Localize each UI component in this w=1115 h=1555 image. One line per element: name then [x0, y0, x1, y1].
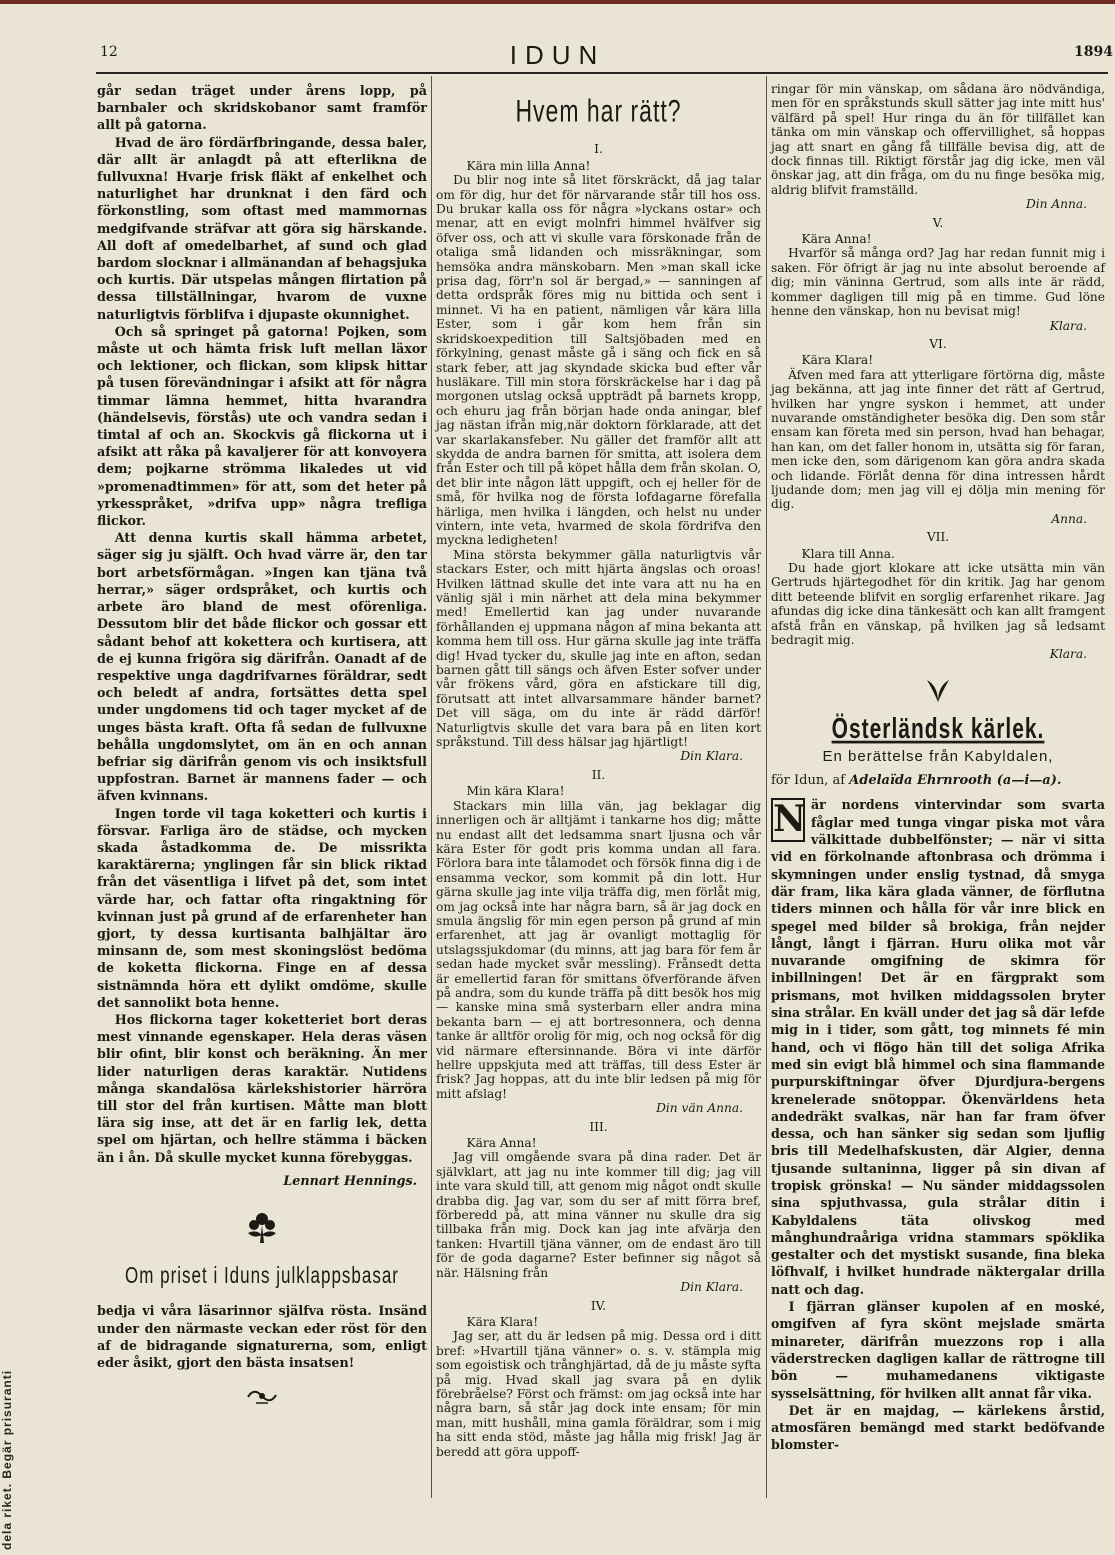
article-signature: Lennart Hennings. [283, 1172, 417, 1188]
letter-signature: Din Klara. [680, 1280, 743, 1295]
notice-text: bedja vi våra läsarinnor själfva rösta. Insänd under den närmaste veckan eder röst för den af de bidragande signaturerna, som, enligt eder åsikt, gjort den bästa insatsen! [97, 1303, 427, 1371]
binding-margin [0, 10, 18, 1550]
story-title: Österländsk kärlek. [831, 713, 1045, 746]
letter-body: Hvarför så många ord? Jag har redan funnit mig i saken. För öfrigt är jag nu inte absolut beroende af dig; min väninna Gertrud, som alls inte är rädd, kommer dagligen till mig på en timme. Gud löne henne den vänskap, hon nu bevisat mig! [771, 246, 1105, 319]
letter-salutation: Kära Klara! [801, 353, 874, 368]
article-paragraph: Hvad de äro fördärfbringande, dessa baler, där allt är anlagdt på att efterlikna de fullvuxna! Hvarje frisk fläkt af enkelhet och naturlighet har drunknat i den färd och förkonstling, som oftast med mammornas medgifvande sträfvar att göra sig härskande. All doft af omedelbarhet, af sund och glad bardom slocknar i allmänandan af behagsjuka och kurtis. Där utspelas mången flirtation på dessa tillställningar, hvarom de vuxne naturligtvis förblifva i djupaste okunnighet. [97, 134, 427, 322]
masthead: IDUN [509, 40, 606, 70]
letter-salutation: Kära Klara! [466, 1314, 539, 1329]
header-rule [96, 72, 1108, 74]
letter-signature: Din Anna. [1025, 197, 1087, 212]
article-paragraph: Ingen torde vil taga koketteri och kurtis i försvar. Farliga äro de städse, och mycken skada åstadkomma de. De missrikta karaktärerna; ynglingen får sin blick riktad från det väsentliga i lifvet på det, som intet värde har, och fattar ofta ringaktning för kvinnan just på grund af de erfarenheter han gjort, ty dessa kurtisanta balhjältar äro minsann de, som mest skoningslöst bedöma de koketta flickorna. Finge en af dessa sistnämnda höra ett dylikt omdöme, skulle det sannolikt bota henne. [97, 805, 427, 1010]
byline-author: Adelaïda Ehrnrooth (a—i—a). [849, 773, 1062, 789]
story-paragraph: Det är en majdag, — kärlekens årstid, atmosfären bemängd med starkt bedöfvande blomster- [771, 1402, 1105, 1453]
letter-salutation: Kära Anna! [466, 1136, 537, 1151]
letter-body: Äfven med fara att ytterligare förtörna dig, måste jag bekänna, att jag inte finner det rätt af Gertrud, hvilken har yngre syskon i hemmet, att under nuvarande omständigheter besöka dig. Den som står ensam kan företa med sin person, hvad han behagar, han kan, om det faller honom in, utsätta sig för faran, men icke den, som därigenom kan göra andra skada och lidande. Förlåt denna för dina intressen hårdt ljudande dom; men jag vill ej dölja min mening för dig. [771, 367, 1105, 512]
leaf-ornament-icon [771, 676, 1105, 709]
scroll-ornament-icon [97, 1385, 427, 1411]
story-subtitle: En berättelse från Kabyldalen, [822, 747, 1054, 765]
letter-signature: Din Klara. [680, 749, 743, 764]
letter-signature: Din vän Anna. [656, 1101, 743, 1116]
letter-salutation: Kära Anna! [801, 232, 872, 247]
letter-numeral: II. [591, 767, 606, 782]
top-edge [0, 0, 1115, 4]
page-number: 12 [100, 44, 118, 60]
story-byline [771, 774, 1105, 788]
letter-body: Du blir nog inte så litet förskräckt, då jag talar om för dig, hur det för närvarande står till hos oss. Du brukar kalla oss för några »lyckans ostar» och menar, att en evigt molnfri himmel hvälfver sig öfver oss, och att vi skulle vara förskonade från de otaliga små lidanden och missräkningar, som hemsöka andra mänskobarn. Men »man skall icke prisa dag, förr'n sol är bergad,» — sanningen af detta ordspråk föres mig nu bittida och sent i minnet. Vi ha en patient, nämligen vår kära lilla Ester, som i går kom hem från sin skridskoexpedition till Saltsjöbaden med en förkylning, genast måste gå i säng och fick en så stark feber, att jag skyndade skicka bud efter vår husläkare. Till min stora förskräckelse har i dag på morgonen utslag också uppträdt på barnets kropp, och ehuru jag från början hade onda aningar, blef jag nästan ifrån mig,när doktorn förklarade, att det var skarlakansfeber. Nu gäller det framför allt att skydda de andra barnen för smitta, att isolera dem från Ester och till på köpet hålla dem från skolan. O, det blir inte någon lätt uppgift, och ej heller för de små, för hvilka nog de första lofdagarne förefalla härliga, men hvilka i längden, och helst nu under vintern, inte veta, hvarmed de skola fördrifva den myckna ledigheten! [436, 173, 761, 548]
story-paragraph: I fjärran glänser kupolen af en moské, omgifven af fyra skönt mejslade smärta minareter, därifrån muezzons rop i alla väderstrecken dagligen kallar de rättrogne till bön — muhamedanens viktigaste sysselsättning, för hvilken allt annat får vika. [771, 1299, 1105, 1401]
letter-signature: Anna. [1051, 511, 1087, 526]
story-body [771, 796, 1105, 1453]
letter-body: Stackars min lilla vän, jag beklagar dig innerligen och är alltjämt i tankarne hos dig; måtte nu endast allt det ledsamma snart ljusna och vår kära Ester för godt pris komma undan all fara. Förlora bara inte tålamodet och försök finna dig i de ensamma veckor, som kommit på din lott. Hur gärna skulle jag inte vilja träffa dig, men förlåt mig, om jag också inte har några barn, så är jag dock en smula ängslig för min egen person på grund af min erfarenhet, att jag är ovanligt mottaglig för utslagssjukdomar (du minns, att jag bara för fem år sedan hade mycket svår messling). Frånsedt detta är emellertid faran för smittans öfverförande äfven på andra, som du kunde träffa på ditt besök hos mig — kanske mina små systerbarn eller andra mina bekanta barn — ej att bortresonnera, och denna tanke är alltför orolig för mig, och nog också för dig vid närmare eftersinnande. Böra vi inte därför hellre uppskjuta med att träffas, till dess Ester är frisk? Jag hoppas, att du inte blir ledsen på mig för mitt afslag! [436, 798, 761, 1101]
letter-signature: Klara. [1049, 318, 1087, 333]
article-paragraph: Hos flickorna tager koketteriet bort deras mest vinnande egenskaper. Hela deras väsen blir ofint, blir konst och beräkning. Än mer lider naturligen deras karaktär. Nutidens många skandalösa kärlekshistorier härröra till stor del från kurtisen. Måtte man blott lära sig inse, att det är en farlig lek, detta spel om hjärtan, och hellre stämma i bäcken än i ån. Då skulle mycket kunna förebyggas. [97, 1011, 427, 1165]
letter-numeral: VII. [926, 530, 950, 545]
byline-prefix: för Idun, af [771, 773, 846, 789]
letter-salutation: Klara till Anna. [801, 546, 895, 561]
column-2 [436, 82, 761, 1459]
letter-body: Jag vill omgående svara på dina rader. Det är självklart, att jag nu inte kommer till dig; jag vill inte vara skuld till, att genom mig något ondt skulle drabba dig. Jag var, som du ser af mitt förra bref, förberedd på, att mina vänner nu skulle dra sig tillbaka från mig. Dock kan jag inte afvärja den tanken: Hvartill tjäna vänner, om de endast äro till för de goda dagarne? Ester befinner sig något så när. Hälsning från [436, 1150, 761, 1280]
letter-numeral: I. [594, 142, 603, 157]
letter-signature: Klara. [1049, 647, 1087, 662]
letter-numeral: III. [589, 1119, 608, 1134]
story-paragraph [771, 796, 1105, 1298]
letter-salutation: Min kära Klara! [466, 784, 565, 799]
letter-numeral: IV. [590, 1298, 607, 1313]
notice-title: Om priset i Iduns julklappsbasar [125, 1262, 399, 1289]
article-paragraph: går sedan träget under årens lopp, på barnbaler och skridskobanor samt framför allt på gatorna. [97, 83, 427, 133]
letter-body: Du hade gjort klokare att icke utsätta min vän Gertruds hjärtegodhet för din kritik. Jag har genom ditt beteende blifvit en sorglig erfarenhet rikare. Jag afundas dig icke dina tänkesätt och kan allt framgent afstå från en vänskap, på hvilken jag så ledsamt bedragit mig. [771, 561, 1105, 648]
column-divider-1 [431, 76, 432, 1498]
flower-ornament-icon [97, 1203, 427, 1251]
letter-salutation: Kära min lilla Anna! [466, 158, 591, 173]
letter-numeral: V. [932, 215, 944, 230]
column-3 [771, 82, 1105, 1454]
article-paragraph: Att denna kurtis skall hämma arbetet, säger sig ju själft. Och hvad värre är, den tar bort arbetsförmågan. »Ingen kan tjäna två herrar,» säger ordspråket, och kurtis och arbete äro bland de mest oförenliga. Dessutom blir det både flickor och gossar ett sådant behof att kokettera och kurtisera, att de ej kunna frigöra sig därifrån. Oanadt af de respektive unga dagdrifvarnes föräldrar, sedt och beledt af andra, fortsättes detta spel under ungdomens tid och tager mycket af de unges bästa kraft. Ofta få sedan de fullvuxne behålla ungdomslytet, om än en och annan befriar sig därifrån genom vis och insiktsfull uppfostran. Barnet är mannens fader — och äfven kvinnans. [97, 530, 427, 804]
margin-advert-text: dela riket. Begär prisuranti [0, 1369, 14, 1550]
letters-title: Hvem har rätt? [515, 93, 682, 129]
letter-body: Mina största bekymmer gälla naturligtvis vår stackars Ester, och mitt hjärta ängslas och oroas! Hvilken lättnad skulle det inte vara att nu ha en vänlig själ i min närhet att dela mina bekymmer med! Emellertid kan jag under nuvarande förhållanden ej uppmana någon af mina bekanta att komma hem till oss. Hur gärna skulle jag inte träffa dig! Hvad tycker du, skulle jag inte en afton, sedan barnen gått till sängs och äfven Ester sofver under vår frökens vård, göra en afstickare till dig, förutsatt att intet allvarsammare händer barnet? Det vill säga, om du inte är rädd därför! Naturligtvis skulle det vara bara på en liten kort språkstund. Till dess hälsar jag hjärtligt! [436, 547, 761, 750]
column-divider-2 [766, 76, 767, 1498]
drop-cap: N [773, 798, 806, 841]
column-1 [97, 82, 427, 1425]
letter-body: ringar för min vänskap, om sådana äro nödvändiga, men för en språkstunds skull sätter jag inte mitt hus' välfärd på spel! Hur ringa du än för tillfället kan tänka om min vänskap och offervillighet, så hoppas jag att snart en gång få tillfälle bevisa dig, att de dock finnas till. Riktigt förstår jag dig icke, men väl önskar jag, att din fråga, om du nu finge besöka mig, aldrig blifvit framställd. [771, 82, 1105, 197]
page-year: 1894 [1074, 44, 1113, 60]
letter-numeral: VI. [929, 336, 947, 351]
article-paragraph: Och så springet på gatorna! Pojken, som måste ut och hämta frisk luft mellan läxor och lektioner, och flickan, som klipsk hittar på tusen förevändningar i afsikt att för några timmar lämna hemmet, hitta hvarandra (händelsevis, förstås) ute och vandra sedan i timtal af och an. Skockvis gå flickorna ut i afsikt att råka på kavaljerer för att konvoyera dem; pojkarne strömma likaledes ut vid »promenadtimmen» för att, som det heter på yrkesspråket, »drifva upp» några trefliga flickor. [97, 323, 427, 529]
letter-body: Jag ser, att du är ledsen på mig. Dessa ord i ditt bref: »Hvartill tjäna vänner» o. s. v. stämpla mig som egoistisk och trånghjärtad, då de ju måste syfta på mig. Hvad skall jag svara på en dylik förebråelse? Först och främst: om jag också inte har några barn, så står jag dock inte ensam; för min man, mitt hushåll, mina gamla föräldrar, som i mig ha sitt enda stöd, måste jag hålla mig frisk! Jag är beredd att göra uppoff- [436, 1329, 761, 1459]
story-first-text: är nordens vintervindar som svarta fåglar med tunga vingar piska mot våra välkittade dubbelfönster; — när vi sitta vid en förkolnande aftonbrasa och drömma i skymningen under enslig tystnad, då smyga där fram, lika kära glada vänner, de förflutna tiders minnen och hålla för vår inre blick en spegel med bilder så brokiga, från nejder långt, långt i fjärran. Huru olika mot vår nuvarande omgifning de skimra för inbillningen! Det är en färgprakt som prismans, mot hvilken middagssolen bryter sina strålar. En kväll under det jag så där lefde mig in i tider, som gått, tog minnets fé min hand, och vi flögo hän till det soliga Afrika med sin evigt blå himmel och sina flammande purpurskiftningar öfver Djurdjura-bergens krenelerade snötoppar. Ökenvärldens heta andedräkt svalkas, när han far fram öfver dessa, och han sänker sig sedan som ljuflig bris till Medelhafskusten, där Algier, denna tjusande sultaninna, ligger på sin divan af tropisk grönska! — Nu sänder middagssolen sina spjuthvassa, gula strålar ditin i Kabyldalens täta olivskog med månghundraåriga vridna stammars spöklika gestalter och det mystiskt susande, fina bleka löfhvalf, i hvilket hundrade näktergalar drilla natt och dag. [771, 797, 1105, 1297]
